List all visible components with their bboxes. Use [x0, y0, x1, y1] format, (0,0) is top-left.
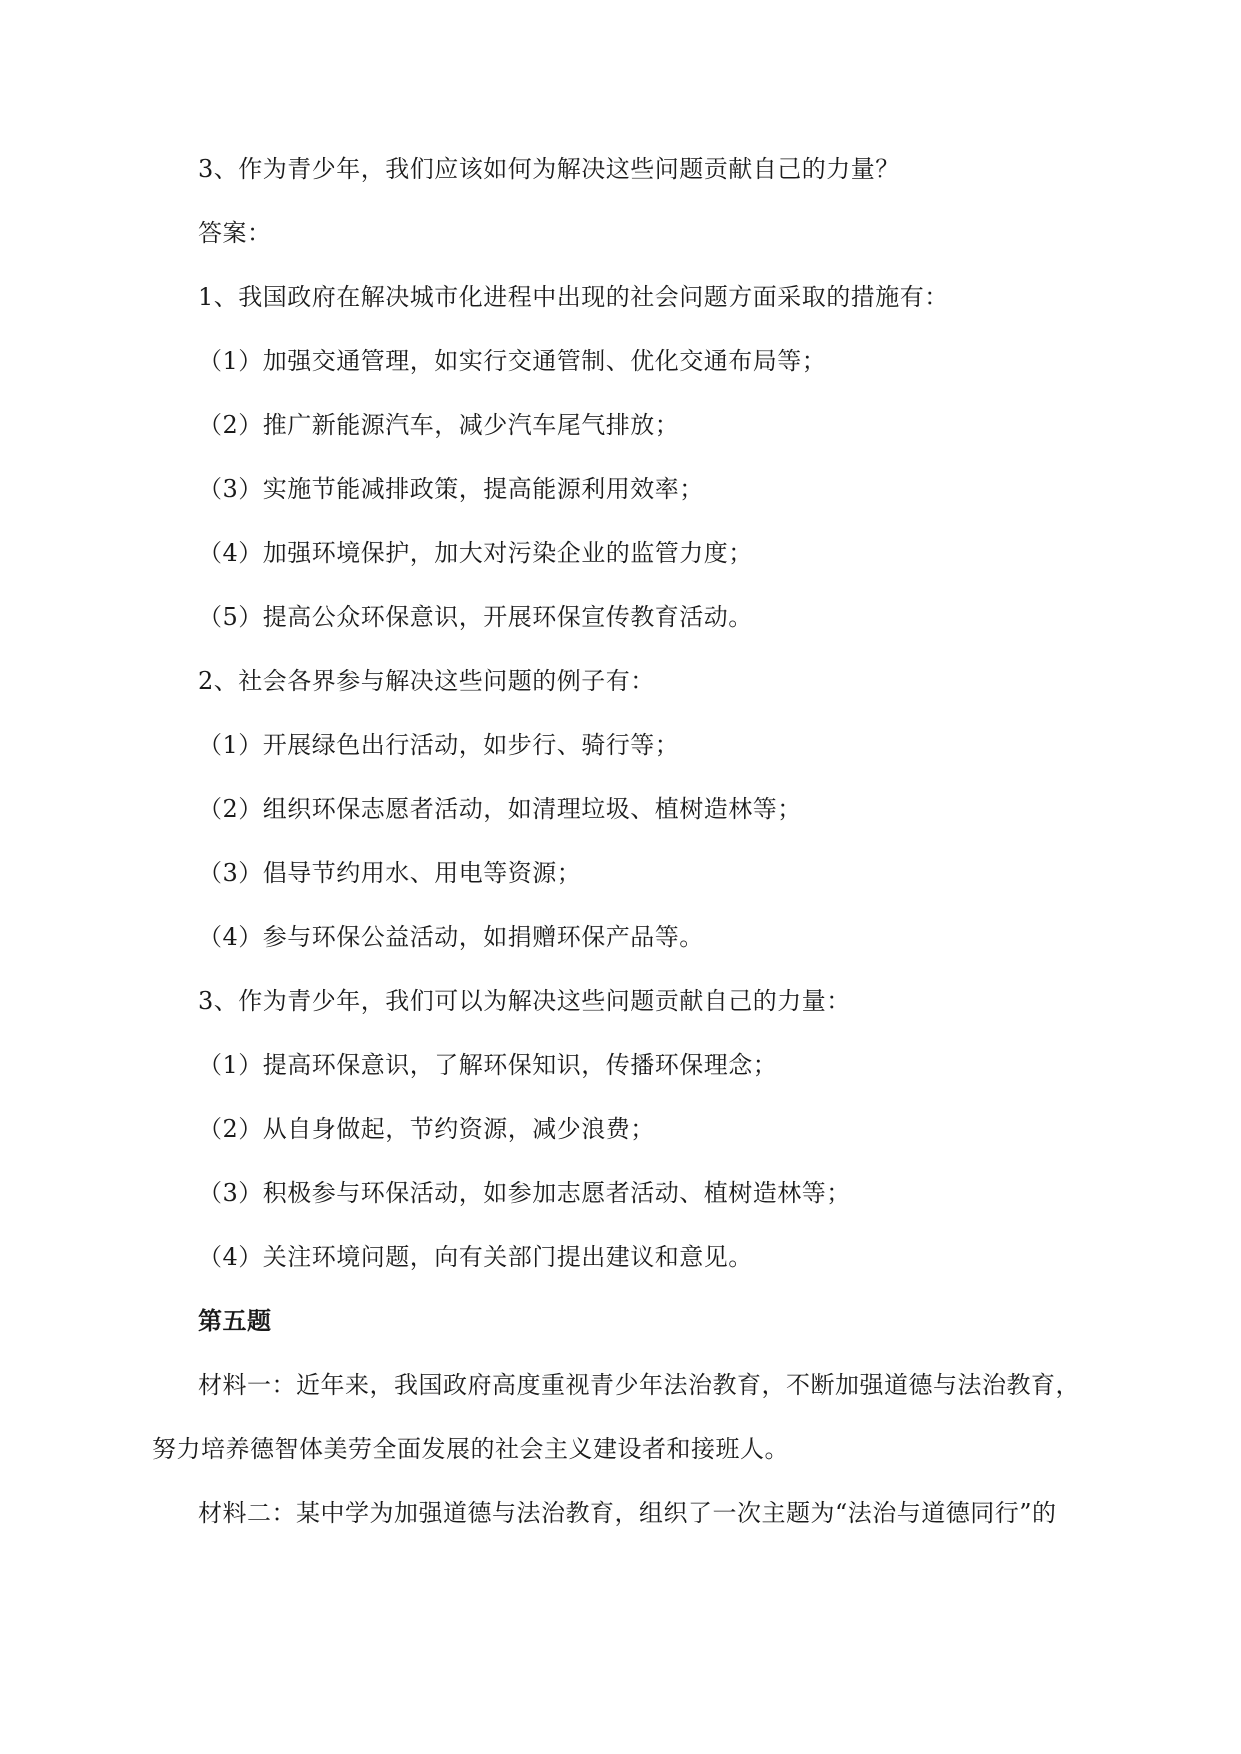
answer-1-item-1: （1）加强交通管理，如实行交通管制、优化交通布局等；: [198, 347, 827, 375]
answer-2-intro: 2、社会各界参与解决这些问题的例子有：: [198, 667, 655, 695]
answer-1-item-2: （2）推广新能源汽车，减少汽车尾气排放；: [198, 411, 680, 439]
answer-3-item-4: （4）关注环境问题，向有关部门提出建议和意见。: [198, 1243, 753, 1271]
answer-3-item-2: （2）从自身做起，节约资源，减少浪费；: [198, 1115, 655, 1143]
question-3-prompt: 3、作为青少年，我们应该如何为解决这些问题贡献自己的力量？: [198, 155, 900, 183]
answer-1-item-3: （3）实施节能减排政策，提高能源利用效率；: [198, 475, 704, 503]
material-1-line-2: 努力培养德智体美劳全面发展的社会主义建设者和接班人。: [152, 1435, 789, 1463]
answer-heading: 答案：: [198, 219, 272, 247]
answer-1-item-4: （4）加强环境保护，加大对污染企业的监管力度；: [198, 539, 753, 567]
answer-3-item-3: （3）积极参与环保活动，如参加志愿者活动、植树造林等；: [198, 1179, 851, 1207]
answer-3-item-1: （1）提高环保意识，了解环保知识，传播环保理念；: [198, 1051, 778, 1079]
answer-2-item-2: （2）组织环保志愿者活动，如清理垃圾、植树造林等；: [198, 795, 802, 823]
section-title-question-5: 第五题: [198, 1306, 272, 1335]
answer-1-intro: 1、我国政府在解决城市化进程中出现的社会问题方面采取的措施有：: [198, 283, 949, 311]
material-1-line-1: 材料一：近年来，我国政府高度重视青少年法治教育，不断加强道德与法治教育，: [198, 1371, 1080, 1399]
answer-2-item-3: （3）倡导节约用水、用电等资源；: [198, 859, 582, 887]
material-2-line-1: 材料二：某中学为加强道德与法治教育，组织了一次主题为“法治与道德同行”的: [198, 1499, 1057, 1527]
answer-3-intro: 3、作为青少年，我们可以为解决这些问题贡献自己的力量：: [198, 987, 851, 1015]
answer-1-item-5: （5）提高公众环保意识，开展环保宣传教育活动。: [198, 603, 753, 631]
answer-2-item-4: （4）参与环保公益活动，如捐赠环保产品等。: [198, 923, 704, 951]
answer-2-item-1: （1）开展绿色出行活动，如步行、骑行等；: [198, 731, 680, 759]
